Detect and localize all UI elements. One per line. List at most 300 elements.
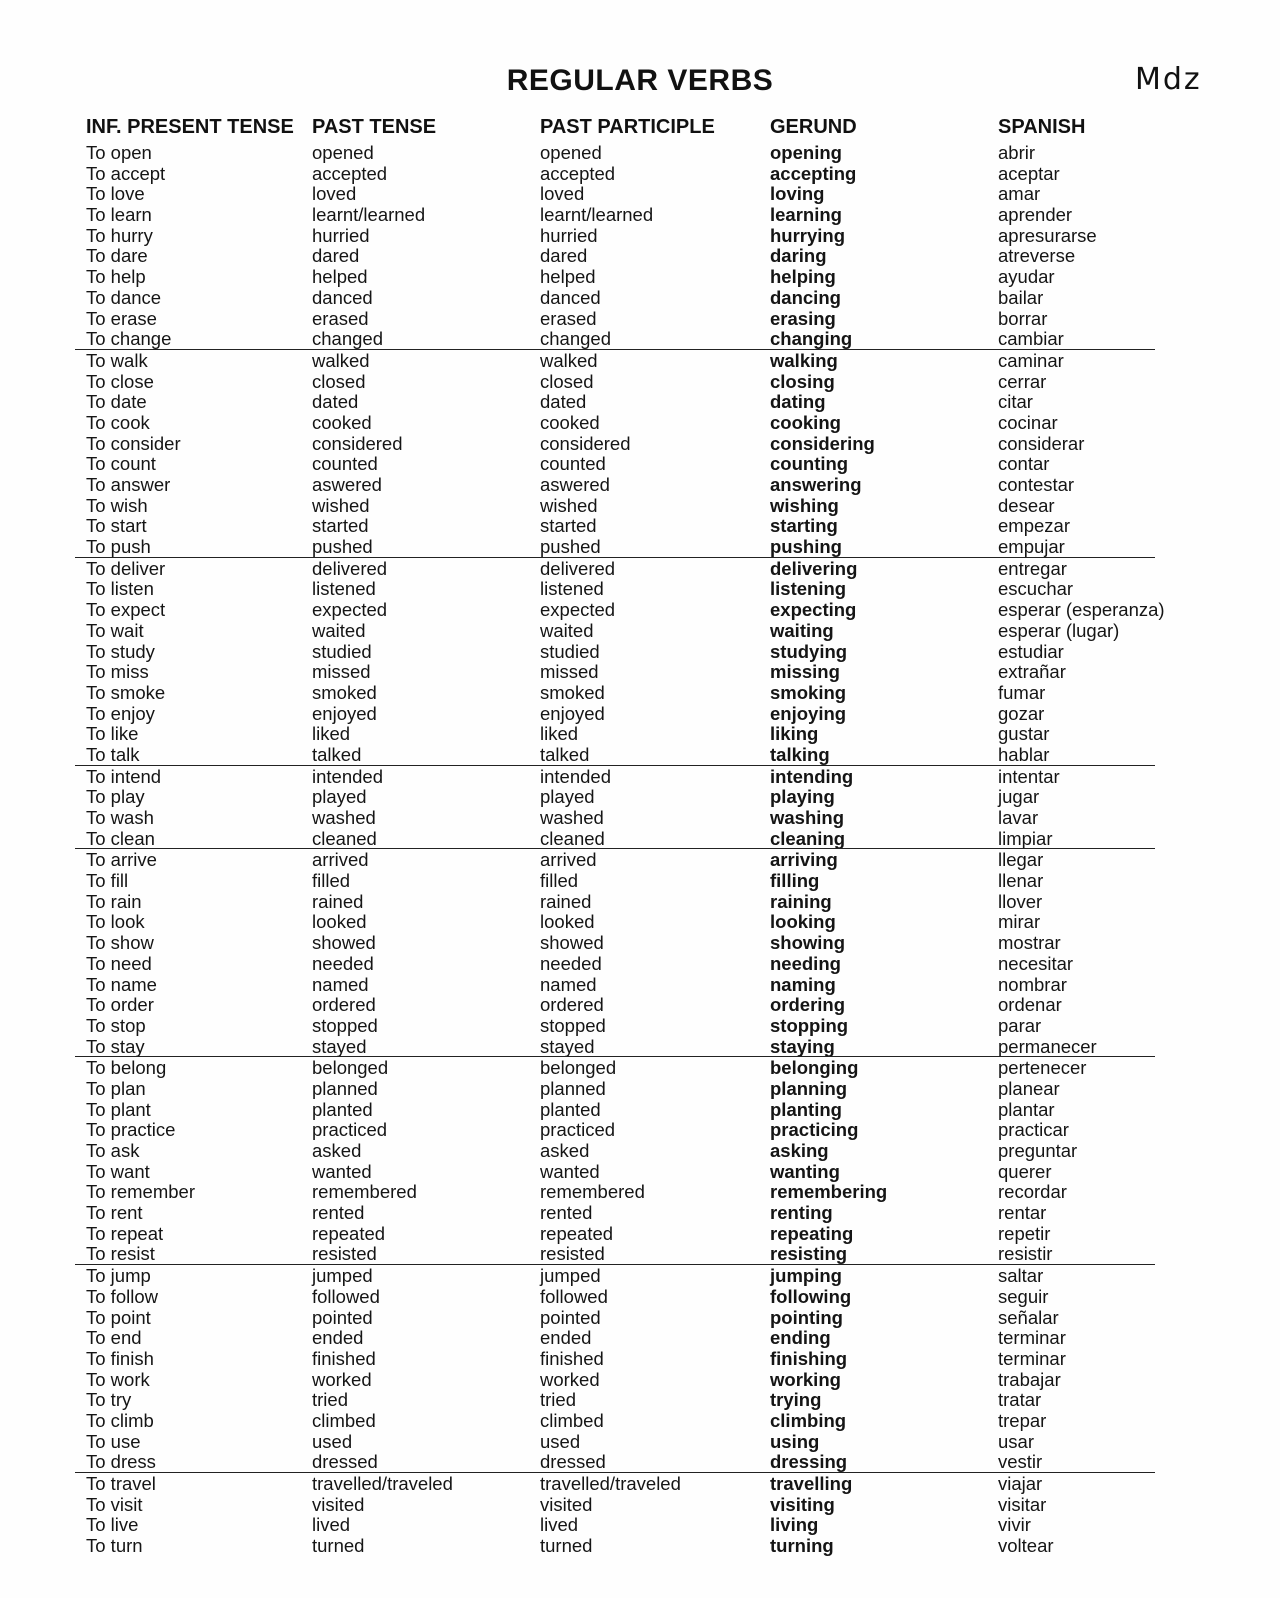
past-participle-cell: rained — [540, 890, 592, 912]
past-tense-cell: cooked — [312, 411, 372, 433]
infinitive-cell: To repeat — [86, 1222, 164, 1244]
gerund-cell: helping — [770, 266, 836, 288]
infinitive-cell: To remember — [86, 1181, 195, 1203]
table-row — [0, 1286, 1280, 1307]
past-tense-cell: wanted — [312, 1160, 372, 1182]
table-row — [0, 1202, 1280, 1223]
past-participle-cell: accepted — [540, 162, 616, 184]
handwritten-initials: Mdz — [1135, 62, 1202, 97]
infinitive-cell: To learn — [86, 204, 152, 226]
table-row — [0, 1161, 1280, 1182]
past-participle-cell: asked — [540, 1140, 590, 1161]
past-tense-cell: listened — [312, 578, 376, 600]
past-participle-cell: played — [540, 786, 595, 808]
table-row — [0, 1410, 1280, 1431]
past-participle-cell: jumped — [540, 1265, 601, 1287]
spanish-cell: seguir — [998, 1285, 1049, 1307]
past-participle-cell: missed — [540, 661, 599, 683]
infinitive-cell: To start — [86, 515, 147, 537]
gerund-cell: dating — [770, 391, 826, 413]
past-tense-cell: needed — [312, 952, 374, 974]
past-participle-cell: looked — [540, 911, 595, 933]
gerund-cell: following — [770, 1285, 852, 1307]
infinitive-cell: To consider — [86, 432, 181, 454]
gerund-cell: pushing — [770, 536, 842, 558]
spanish-cell: mirar — [998, 911, 1041, 933]
table-row — [0, 1494, 1280, 1515]
table-row — [0, 1514, 1280, 1535]
gerund-cell: wanting — [770, 1160, 840, 1182]
past-tense-cell: started — [312, 515, 369, 537]
table-row — [0, 911, 1280, 932]
table-row — [0, 744, 1280, 765]
past-tense-cell: cleaned — [312, 827, 377, 849]
past-tense-cell: counted — [312, 453, 378, 475]
table-row — [0, 828, 1280, 849]
infinitive-cell: To dare — [86, 245, 148, 267]
past-tense-cell: tried — [312, 1389, 348, 1411]
spanish-cell: cambiar — [998, 328, 1064, 350]
infinitive-cell: To rain — [86, 890, 142, 912]
table-row — [0, 1327, 1280, 1348]
spanish-cell: llegar — [998, 849, 1044, 871]
spanish-cell: trepar — [998, 1409, 1047, 1431]
spanish-cell: bailar — [998, 286, 1044, 308]
past-participle-cell: lived — [540, 1514, 579, 1536]
past-participle-cell: helped — [540, 266, 596, 288]
spanish-cell: considerar — [998, 432, 1085, 454]
table-row — [0, 1535, 1280, 1556]
table-row — [0, 1348, 1280, 1369]
table-row — [0, 1473, 1280, 1494]
past-participle-cell: tried — [540, 1389, 576, 1411]
table-row — [0, 204, 1280, 225]
spanish-cell: citar — [998, 391, 1033, 413]
past-participle-cell: travelled/traveled — [540, 1473, 681, 1494]
past-tense-cell: washed — [312, 807, 376, 828]
infinitive-cell: To resist — [86, 1243, 155, 1265]
spanish-cell: usar — [998, 1430, 1034, 1452]
gerund-cell: looking — [770, 911, 836, 933]
spanish-cell: caminar — [998, 349, 1064, 371]
gerund-cell: accepting — [770, 162, 857, 184]
gerund-cell: starting — [770, 515, 838, 537]
gerund-cell: using — [770, 1430, 820, 1452]
table-row — [0, 891, 1280, 912]
infinitive-cell: To erase — [86, 307, 157, 329]
spanish-cell: tratar — [998, 1389, 1042, 1411]
past-tense-cell: ordered — [312, 994, 376, 1016]
infinitive-cell: To belong — [86, 1057, 167, 1079]
past-participle-cell: stayed — [540, 1035, 595, 1057]
table-row — [0, 163, 1280, 184]
spanish-cell: voltear — [998, 1535, 1054, 1557]
past-participle-cell: erased — [540, 307, 597, 329]
infinitive-cell: To stay — [86, 1035, 145, 1057]
table-row — [0, 1057, 1280, 1078]
spanish-cell: cerrar — [998, 370, 1047, 392]
table-row — [0, 1140, 1280, 1161]
table-row — [0, 1015, 1280, 1036]
gerund-cell: liking — [770, 723, 819, 745]
past-tense-cell: closed — [312, 370, 366, 392]
table-row — [0, 558, 1280, 579]
past-tense-cell: intended — [312, 765, 383, 787]
past-participle-cell: planted — [540, 1098, 601, 1120]
gerund-cell: raining — [770, 890, 832, 912]
infinitive-cell: To practice — [86, 1119, 176, 1141]
table-row — [0, 1307, 1280, 1328]
past-tense-cell: waited — [312, 619, 366, 641]
gerund-cell: finishing — [770, 1347, 848, 1369]
past-tense-cell: accepted — [312, 162, 388, 184]
past-participle-cell: practiced — [540, 1119, 616, 1141]
gerund-cell: jumping — [770, 1265, 842, 1287]
infinitive-cell: To play — [86, 786, 145, 808]
gerund-cell: belonging — [770, 1057, 859, 1079]
infinitive-cell: To point — [86, 1306, 151, 1328]
past-tense-cell: repeated — [312, 1222, 386, 1244]
gerund-cell: answering — [770, 474, 862, 495]
past-tense-cell: smoked — [312, 681, 377, 703]
spanish-cell: nombrar — [998, 973, 1067, 995]
spanish-cell: ordenar — [998, 994, 1062, 1016]
past-tense-cell: dared — [312, 245, 360, 267]
table-row — [0, 1369, 1280, 1390]
spanish-cell: contar — [998, 453, 1050, 475]
table-row — [0, 474, 1280, 495]
infinitive-cell: To change — [86, 328, 172, 350]
past-participle-cell: stopped — [540, 1014, 606, 1036]
table-row — [0, 766, 1280, 787]
spanish-cell: visitar — [998, 1493, 1047, 1515]
table-row — [0, 1265, 1280, 1286]
table-row — [0, 953, 1280, 974]
gerund-cell: delivering — [770, 557, 858, 579]
spanish-cell: plantar — [998, 1098, 1055, 1120]
past-participle-cell: changed — [540, 328, 611, 350]
past-participle-cell: showed — [540, 932, 604, 954]
past-participle-cell: danced — [540, 286, 601, 308]
infinitive-cell: To finish — [86, 1347, 154, 1369]
gerund-cell: waiting — [770, 619, 834, 641]
infinitive-cell: To fill — [86, 870, 129, 892]
spanish-cell: planear — [998, 1077, 1060, 1099]
past-participle-cell: arrived — [540, 849, 597, 871]
infinitive-cell: To wash — [86, 807, 154, 828]
table-row — [0, 682, 1280, 703]
spanish-cell: resistir — [998, 1243, 1053, 1265]
spanish-cell: extrañar — [998, 661, 1066, 683]
infinitive-cell: To name — [86, 973, 157, 995]
table-row — [0, 266, 1280, 287]
past-participle-cell: talked — [540, 743, 590, 765]
spanish-cell: limpiar — [998, 827, 1053, 849]
table-row — [0, 1181, 1280, 1202]
gerund-cell: showing — [770, 932, 846, 954]
infinitive-cell: To turn — [86, 1535, 143, 1557]
past-tense-cell: showed — [312, 932, 376, 954]
spanish-cell: fumar — [998, 681, 1046, 703]
gerund-cell: filling — [770, 870, 820, 892]
infinitive-cell: To cook — [86, 411, 150, 433]
gerund-cell: naming — [770, 973, 836, 995]
gerund-cell: smoking — [770, 681, 847, 703]
table-row — [0, 433, 1280, 454]
spanish-cell: llover — [998, 890, 1043, 912]
past-participle-cell: ended — [540, 1327, 592, 1349]
spanish-cell: mostrar — [998, 932, 1061, 954]
gerund-cell: dressing — [770, 1451, 848, 1473]
past-participle-cell: counted — [540, 453, 606, 475]
gerund-cell: expecting — [770, 599, 857, 621]
past-tense-cell: hurried — [312, 224, 370, 246]
spanish-cell: intentar — [998, 765, 1060, 787]
past-participle-cell: resisted — [540, 1243, 605, 1265]
past-participle-cell: studied — [540, 640, 600, 662]
spanish-cell: aprender — [998, 204, 1073, 226]
spanish-cell: rentar — [998, 1202, 1047, 1224]
gerund-cell: walking — [770, 349, 838, 371]
table-row — [0, 994, 1280, 1015]
spanish-cell: gozar — [998, 702, 1045, 724]
past-tense-cell: dressed — [312, 1451, 378, 1473]
infinitive-cell: To close — [86, 370, 154, 392]
table-row — [0, 1223, 1280, 1244]
past-tense-cell: wished — [312, 494, 370, 516]
gerund-cell: staying — [770, 1035, 835, 1057]
table-row — [0, 1389, 1280, 1410]
verb-table — [0, 142, 1280, 1556]
past-tense-cell: stopped — [312, 1014, 378, 1036]
past-tense-cell: danced — [312, 286, 373, 308]
past-participle-cell: turned — [540, 1535, 593, 1557]
past-participle-cell: followed — [540, 1285, 608, 1307]
past-participle-cell: cleaned — [540, 827, 605, 849]
spanish-cell: viajar — [998, 1473, 1043, 1494]
infinitive-cell: To help — [86, 266, 146, 288]
past-tense-cell: practiced — [312, 1119, 388, 1141]
spanish-cell: trabajar — [998, 1368, 1061, 1390]
infinitive-cell: To climb — [86, 1409, 154, 1431]
table-row — [0, 308, 1280, 329]
gerund-cell: practicing — [770, 1119, 859, 1141]
gerund-cell: working — [770, 1368, 841, 1390]
table-row — [0, 703, 1280, 724]
table-row — [0, 225, 1280, 246]
past-participle-cell: hurried — [540, 224, 598, 246]
past-tense-cell: lived — [312, 1514, 351, 1536]
spanish-cell: gustar — [998, 723, 1050, 745]
table-row — [0, 870, 1280, 891]
past-participle-cell: ordered — [540, 994, 604, 1016]
gerund-cell: erasing — [770, 307, 836, 329]
infinitive-cell: To dance — [86, 286, 162, 308]
past-participle-cell: wanted — [540, 1160, 600, 1182]
infinitive-cell: To talk — [86, 743, 140, 765]
gerund-cell: loving — [770, 183, 825, 205]
past-participle-cell: climbed — [540, 1409, 604, 1431]
past-participle-cell: loved — [540, 183, 585, 205]
infinitive-cell: To plant — [86, 1098, 151, 1120]
past-tense-cell: planned — [312, 1077, 378, 1099]
spanish-cell: borrar — [998, 307, 1048, 329]
table-row — [0, 932, 1280, 953]
past-participle-cell: repeated — [540, 1222, 614, 1244]
past-participle-cell: aswered — [540, 474, 610, 495]
past-tense-cell: remembered — [312, 1181, 417, 1203]
past-tense-cell: talked — [312, 743, 362, 765]
table-row — [0, 807, 1280, 828]
table-row — [0, 142, 1280, 163]
past-participle-cell: remembered — [540, 1181, 645, 1203]
gerund-cell: ordering — [770, 994, 846, 1016]
past-participle-cell: dressed — [540, 1451, 606, 1473]
gerund-cell: climbing — [770, 1409, 847, 1431]
table-row — [0, 1431, 1280, 1452]
gerund-cell: stopping — [770, 1014, 849, 1036]
spanish-cell: aceptar — [998, 162, 1060, 184]
past-participle-cell: liked — [540, 723, 579, 745]
gerund-cell: playing — [770, 786, 835, 808]
gerund-cell: missing — [770, 661, 840, 683]
table-row — [0, 495, 1280, 516]
infinitive-cell: To jump — [86, 1265, 151, 1287]
infinitive-cell: To show — [86, 932, 154, 954]
table-row — [0, 412, 1280, 433]
table-row — [0, 515, 1280, 536]
gerund-cell: renting — [770, 1202, 833, 1224]
spanish-cell: vestir — [998, 1451, 1043, 1473]
gerund-cell: changing — [770, 328, 853, 350]
infinitive-cell: To stop — [86, 1014, 146, 1036]
gerund-cell: planning — [770, 1077, 848, 1099]
gerund-cell: wishing — [770, 494, 839, 516]
table-row — [0, 578, 1280, 599]
gerund-cell: planting — [770, 1098, 842, 1120]
past-tense-cell: travelled/traveled — [312, 1473, 453, 1494]
spanish-cell: permanecer — [998, 1035, 1097, 1057]
past-participle-cell: started — [540, 515, 597, 537]
past-participle-cell: needed — [540, 952, 602, 974]
past-participle-cell: opened — [540, 142, 602, 163]
spanish-cell: preguntar — [998, 1140, 1078, 1161]
past-participle-cell: named — [540, 973, 597, 995]
spanish-cell: vivir — [998, 1514, 1031, 1536]
past-tense-cell: ended — [312, 1327, 364, 1349]
spanish-cell: pertenecer — [998, 1057, 1087, 1079]
spanish-cell: escuchar — [998, 578, 1074, 600]
header-spanish: SPANISH — [998, 116, 1086, 138]
infinitive-cell: To deliver — [86, 557, 166, 579]
past-participle-cell: waited — [540, 619, 594, 641]
past-participle-cell: intended — [540, 765, 611, 787]
gerund-cell: cleaning — [770, 827, 846, 849]
page-title: REGULAR VERBS — [506, 64, 774, 97]
spanish-cell: desear — [998, 494, 1055, 516]
past-tense-cell: walked — [312, 349, 370, 371]
past-participle-cell: pointed — [540, 1306, 601, 1328]
table-row — [0, 391, 1280, 412]
table-row — [0, 1119, 1280, 1140]
past-participle-cell: smoked — [540, 681, 605, 703]
infinitive-cell: To need — [86, 952, 152, 974]
gerund-cell: ending — [770, 1327, 831, 1349]
past-participle-cell: planned — [540, 1077, 606, 1099]
gerund-cell: talking — [770, 743, 830, 765]
gerund-cell: considering — [770, 432, 875, 454]
past-participle-cell: listened — [540, 578, 604, 600]
table-row — [0, 786, 1280, 807]
gerund-cell: dancing — [770, 286, 841, 308]
past-tense-cell: expected — [312, 599, 388, 621]
spanish-cell: empujar — [998, 536, 1065, 558]
past-participle-cell: rented — [540, 1202, 593, 1224]
past-tense-cell: worked — [312, 1368, 372, 1390]
past-tense-cell: considered — [312, 432, 403, 454]
table-row — [0, 1036, 1280, 1057]
infinitive-cell: To study — [86, 640, 155, 662]
past-participle-cell: dared — [540, 245, 588, 267]
spanish-cell: estudiar — [998, 640, 1064, 662]
infinitive-cell: To accept — [86, 162, 166, 184]
spanish-cell: apresurarse — [998, 224, 1097, 246]
past-tense-cell: loved — [312, 183, 357, 205]
spanish-cell: querer — [998, 1160, 1052, 1182]
gerund-cell: trying — [770, 1389, 822, 1411]
spanish-cell: atreverse — [998, 245, 1076, 267]
past-participle-cell: cooked — [540, 411, 600, 433]
spanish-cell: amar — [998, 183, 1041, 205]
table-row — [0, 974, 1280, 995]
spanish-cell: jugar — [998, 786, 1040, 808]
gerund-cell: arriving — [770, 849, 838, 871]
past-participle-cell: pushed — [540, 536, 601, 558]
gerund-cell: resisting — [770, 1243, 848, 1265]
table-row — [0, 620, 1280, 641]
past-tense-cell: opened — [312, 142, 374, 163]
past-tense-cell: erased — [312, 307, 369, 329]
infinitive-cell: To travel — [86, 1473, 156, 1494]
table-row — [0, 641, 1280, 662]
past-participle-cell: closed — [540, 370, 594, 392]
past-participle-cell: visited — [540, 1493, 593, 1515]
gerund-cell: remembering — [770, 1181, 888, 1203]
gerund-cell: living — [770, 1514, 819, 1536]
gerund-cell: repeating — [770, 1222, 854, 1244]
header-past-tense: PAST TENSE — [312, 116, 437, 138]
infinitive-cell: To expect — [86, 599, 166, 621]
past-tense-cell: played — [312, 786, 367, 808]
past-tense-cell: asked — [312, 1140, 362, 1161]
spanish-cell: empezar — [998, 515, 1070, 537]
past-tense-cell: resisted — [312, 1243, 377, 1265]
spanish-cell: abrir — [998, 142, 1036, 163]
infinitive-cell: To love — [86, 183, 145, 205]
infinitive-cell: To wish — [86, 494, 148, 516]
spanish-cell: contestar — [998, 474, 1075, 495]
spanish-cell: terminar — [998, 1327, 1066, 1349]
past-tense-cell: delivered — [312, 557, 388, 579]
past-tense-cell: missed — [312, 661, 371, 683]
infinitive-cell: To want — [86, 1160, 150, 1182]
table-row — [0, 1078, 1280, 1099]
infinitive-cell: To rent — [86, 1202, 143, 1224]
gerund-cell: opening — [770, 142, 842, 163]
spanish-cell: saltar — [998, 1265, 1044, 1287]
past-tense-cell: planted — [312, 1098, 373, 1120]
infinitive-cell: To arrive — [86, 849, 157, 871]
